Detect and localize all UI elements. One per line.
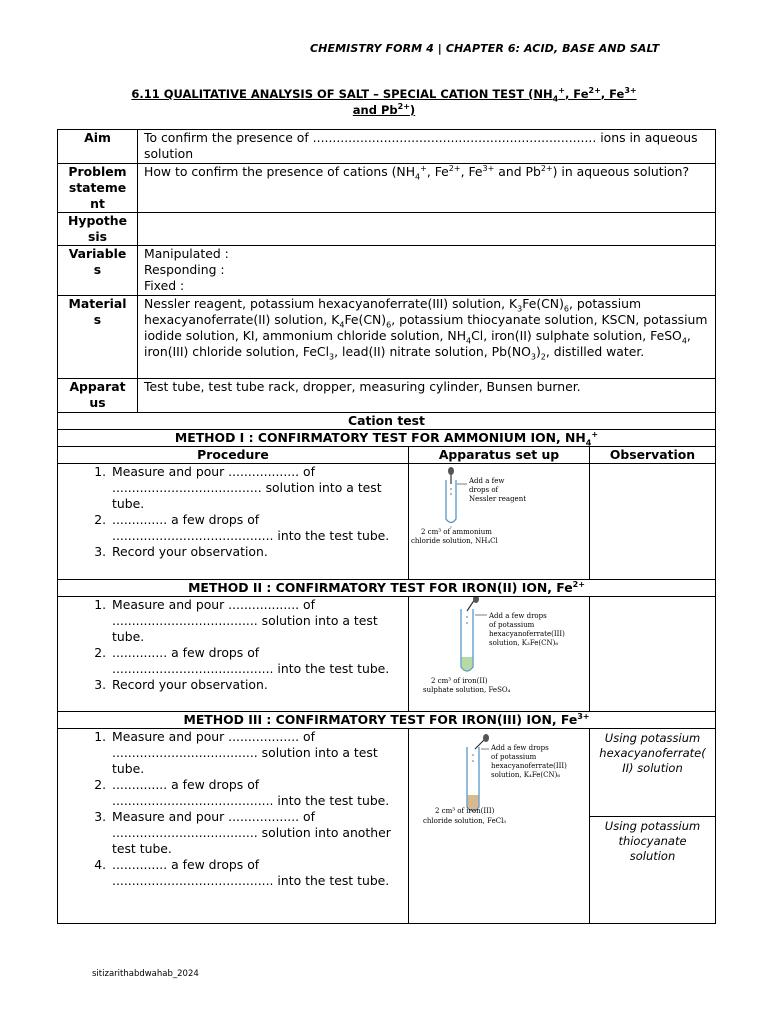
procedure-step: 1. Measure and pour .................. of ..................................... solution into a test tube. [110, 597, 408, 645]
iron2-test-tube-diagram [409, 597, 589, 697]
method-3-observation [590, 729, 716, 924]
method-1-title-row [58, 430, 716, 447]
method-1-title: METHOD I : CONFIRMATORY TEST FOR AMMONIUM ION, $NH_4^+$ [58, 430, 716, 447]
hypothesis-text [138, 213, 716, 246]
method-2-procedure [58, 597, 409, 712]
materials-text: Nessler reagent, potassium hexacyanoferrate(III) solution, $K_3Fe(CN)_6$, potassium hexacyanoferrate(II) solution, $K_4Fe(CN)_6$, potassium thiocyanate solution, KSCN, potassium iodide solution, KI, ammonium chloride solution, $NH_4Cl$, iron(II) sulphate solution, FeSO$_4$, iron(III) chloride solution, FeCl$_3$, lead(II) nitrate solution, $Pb(NO_3)_2$, distilled water. [138, 296, 716, 379]
responding-variable: Responding : [144, 262, 225, 277]
manipulated-variable: Manipulated : [144, 246, 229, 261]
method-3-setup [409, 729, 590, 924]
setup-label: hexacyanoferrate(III) [491, 762, 567, 770]
page-title: 6.11 QUALITATIVE ANALYSIS OF SALT – SPECIAL CATION TEST ($NH_4^+$, $Fe^{2+}$, $Fe^{3+}$ and $Pb^{2+}$) [131, 86, 637, 117]
materials-label: Material s [58, 296, 138, 379]
page-header: CHEMISTRY FORM 4 | CHAPTER 6: ACID, BASE AND SALT [310, 42, 660, 55]
hypothesis-row [58, 213, 716, 246]
procedure-list [58, 729, 408, 889]
aim-row [58, 130, 716, 164]
observation-hexacyanoferrate: Using potassium hexacyanoferrate( II) solution [590, 729, 715, 817]
setup-label: sulphate solution, FeSO₄ [423, 686, 511, 694]
procedure-step: 1. Measure and pour .................. of ..................................... solution into a test tube. [110, 729, 408, 777]
method-1-procedure [58, 464, 409, 580]
setup-label: Add a few [469, 477, 505, 485]
method-3-procedure [58, 729, 409, 924]
method-1-observation [590, 464, 716, 580]
apparatus-label: Apparat us [58, 379, 138, 413]
method-3-title: METHOD III : CONFIRMATORY TEST FOR IRON(III) ION, $Fe^{3+}$ [58, 712, 716, 729]
page-footer: sitizarithabdwahab_2024 [92, 969, 199, 979]
setup-label: solution, K₃Fe(CN)₆ [489, 639, 559, 647]
setup-label: 2 cm³ of iron(III) [435, 807, 495, 815]
procedure-step: 2. .............. a few drops of ......................................... into the test tube. [110, 777, 408, 809]
procedure-step: 1. Measure and pour .................. of ...................................... solution into a test tube. [110, 464, 408, 512]
problem-text: How to confirm the presence of cations ($NH_4^+$, $Fe^{2+}$, $Fe^{3+}$ and $Pb^{2+}$) in aqueous solution? [138, 164, 716, 213]
observation-header: Observation [590, 447, 716, 464]
apparatus-text: Test tube, test tube rack, dropper, measuring cylinder, Bunsen burner. [138, 379, 716, 413]
setup-label: solution, K₄Fe(CN)₆ [491, 771, 561, 779]
aim-text: To confirm the presence of ........................................................................ ions in aqueous solution [138, 130, 716, 164]
apparatus-row [58, 379, 716, 413]
iron3-test-tube-diagram [409, 729, 589, 829]
procedure-step: 2. .............. a few drops of ......................................... into the test tube. [110, 512, 408, 544]
procedure-list [58, 464, 408, 560]
cation-test-heading: Cation test [58, 413, 716, 430]
procedure-step: 2. .............. a few drops of ......................................... into the test tube. [110, 645, 408, 677]
procedure-header: Procedure [58, 447, 409, 464]
setup-label: 2 cm³ of iron(II) [431, 677, 488, 685]
setup-label: chloride solution, FeCl₃ [423, 817, 507, 825]
setup-label: Nessler reagent [469, 495, 527, 503]
procedure-step: 3. Record your observation. [110, 677, 408, 693]
fixed-variable: Fixed : [144, 278, 185, 293]
setup-label: Add a few drops [491, 744, 549, 752]
setup-label: 2 cm³ of ammonium [421, 528, 492, 536]
setup-label: of potassium [491, 753, 537, 761]
method-3-title-row [58, 712, 716, 729]
setup-header: Apparatus set up [409, 447, 590, 464]
procedure-step: 4. .............. a few drops of ......................................... into the test tube. [110, 857, 408, 889]
method-1-setup [409, 464, 590, 580]
procedure-list [58, 597, 408, 693]
variables-row [58, 246, 716, 296]
procedure-step: 3. Measure and pour .................. of ..................................... solution into another test tube. [110, 809, 408, 857]
worksheet-table [57, 129, 716, 924]
variables-text [138, 246, 716, 296]
setup-label: hexacyanoferrate(III) [489, 630, 565, 638]
observation-thiocyanate: Using potassium thiocyanate solution [604, 819, 701, 863]
method-3-row [58, 729, 716, 924]
procedure-step: 3. Record your observation. [110, 544, 408, 560]
setup-label: of potassium [489, 621, 535, 629]
variables-label: Variable s [58, 246, 138, 296]
method-1-row [58, 464, 716, 580]
setup-label: Add a few drops [489, 612, 547, 620]
materials-row [58, 296, 716, 379]
column-header-row [58, 447, 716, 464]
cation-test-row [58, 413, 716, 430]
aim-label: Aim [58, 130, 138, 164]
method-2-row [58, 597, 716, 712]
setup-label: chloride solution, NH₄Cl [411, 537, 498, 545]
method-2-observation [590, 597, 716, 712]
hypothesis-label: Hypothe sis [58, 213, 138, 246]
problem-row [58, 164, 716, 213]
nessler-test-tube-diagram [409, 464, 589, 564]
problem-label: Problem stateme nt [58, 164, 138, 213]
method-2-setup [409, 597, 590, 712]
setup-label: drops of [469, 486, 499, 494]
method-2-title: METHOD II : CONFIRMATORY TEST FOR IRON(II) ION, $Fe^{2+}$ [58, 580, 716, 597]
method-2-title-row [58, 580, 716, 597]
